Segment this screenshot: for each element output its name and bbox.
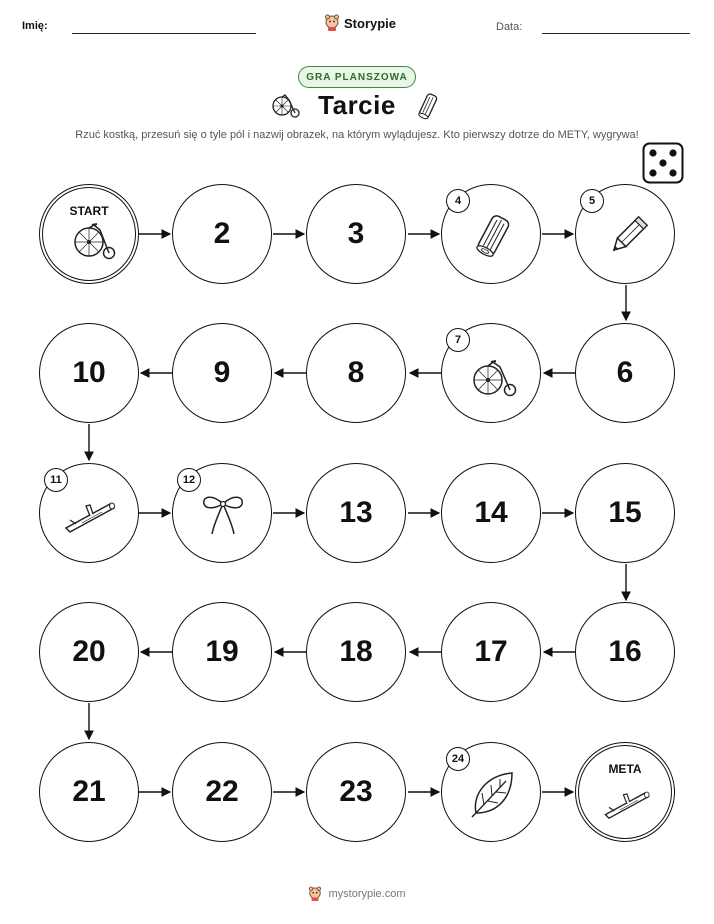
stick-icon bbox=[62, 494, 118, 534]
board-cell-start[interactable] bbox=[39, 184, 139, 284]
cell-number: 16 bbox=[608, 635, 642, 668]
cell-number: 23 bbox=[339, 775, 373, 808]
name-label: Imię: bbox=[22, 20, 48, 32]
leaf-icon bbox=[470, 769, 516, 819]
cell-number-badge: 4 bbox=[446, 189, 470, 213]
board-cell-11[interactable] bbox=[39, 463, 139, 563]
footer bbox=[0, 886, 714, 902]
board-cell-7[interactable] bbox=[441, 323, 541, 423]
board-cell-19[interactable] bbox=[172, 602, 272, 702]
board-cell-15[interactable] bbox=[575, 463, 675, 563]
pencil-icon bbox=[606, 213, 650, 259]
log-icon bbox=[472, 213, 514, 259]
cell-number: 2 bbox=[213, 217, 231, 250]
instructions: Rzuć kostką, przesuń się o tyle pól i nazwij obrazek, na którym wylądujesz. Kto pierwszy dotrze do METY, wygrywa! bbox=[75, 129, 639, 141]
cell-number-badge: 24 bbox=[446, 747, 470, 771]
cell-number: 20 bbox=[72, 635, 106, 668]
cell-number: 19 bbox=[205, 635, 239, 668]
footer-site[interactable]: mystorypie.com bbox=[328, 888, 406, 900]
board-cell-12[interactable] bbox=[172, 463, 272, 563]
cell-number: 21 bbox=[72, 775, 106, 808]
board-cell-5[interactable] bbox=[575, 184, 675, 284]
cell-number: 8 bbox=[347, 356, 365, 389]
board-cell-3[interactable] bbox=[306, 184, 406, 284]
board-cell-8[interactable] bbox=[306, 323, 406, 423]
cell-number: 10 bbox=[72, 356, 106, 389]
brand-name: Storypie bbox=[344, 15, 397, 31]
cell-number: 15 bbox=[608, 496, 642, 529]
game-type-badge: GRA PLANSZOWA bbox=[298, 66, 416, 88]
board-cell-10[interactable] bbox=[39, 323, 139, 423]
cell-number-badge: 11 bbox=[44, 468, 68, 492]
cell-number: 9 bbox=[213, 356, 231, 389]
board-cell-22[interactable] bbox=[172, 742, 272, 842]
cell-number: 22 bbox=[205, 775, 239, 808]
cell-number-badge: 12 bbox=[177, 468, 201, 492]
board-cell-6[interactable] bbox=[575, 323, 675, 423]
cell-number: 3 bbox=[347, 217, 365, 250]
start-label: START bbox=[69, 204, 109, 218]
board-cell-14[interactable] bbox=[441, 463, 541, 563]
board-cell-24[interactable] bbox=[441, 742, 541, 842]
cell-number-badge: 7 bbox=[446, 328, 470, 352]
board-cell-20[interactable] bbox=[39, 602, 139, 702]
cell-number: 17 bbox=[474, 635, 508, 668]
bicycle-icon bbox=[472, 358, 518, 398]
board-cell-9[interactable] bbox=[172, 323, 272, 423]
meta-label: META bbox=[608, 762, 642, 776]
board-cell-meta[interactable] bbox=[575, 742, 675, 842]
cell-number: 13 bbox=[339, 496, 373, 529]
board-cell-17[interactable] bbox=[441, 602, 541, 702]
board-cell-13[interactable] bbox=[306, 463, 406, 563]
mascot-icon bbox=[308, 886, 322, 902]
stick-icon bbox=[601, 784, 653, 820]
board-cell-21[interactable] bbox=[39, 742, 139, 842]
bicycle-icon bbox=[73, 222, 117, 260]
board-cell-2[interactable] bbox=[172, 184, 272, 284]
board-cell-4[interactable] bbox=[441, 184, 541, 284]
date-label: Data: bbox=[496, 21, 523, 33]
board-cell-18[interactable] bbox=[306, 602, 406, 702]
page-title: Tarcie bbox=[318, 90, 396, 120]
board-cell-23[interactable] bbox=[306, 742, 406, 842]
bow-icon bbox=[198, 492, 248, 538]
cell-number-badge: 5 bbox=[580, 189, 604, 213]
board-cell-16[interactable] bbox=[575, 602, 675, 702]
cell-number: 14 bbox=[474, 496, 508, 529]
cell-number: 6 bbox=[616, 356, 634, 389]
cell-number: 18 bbox=[339, 635, 373, 668]
